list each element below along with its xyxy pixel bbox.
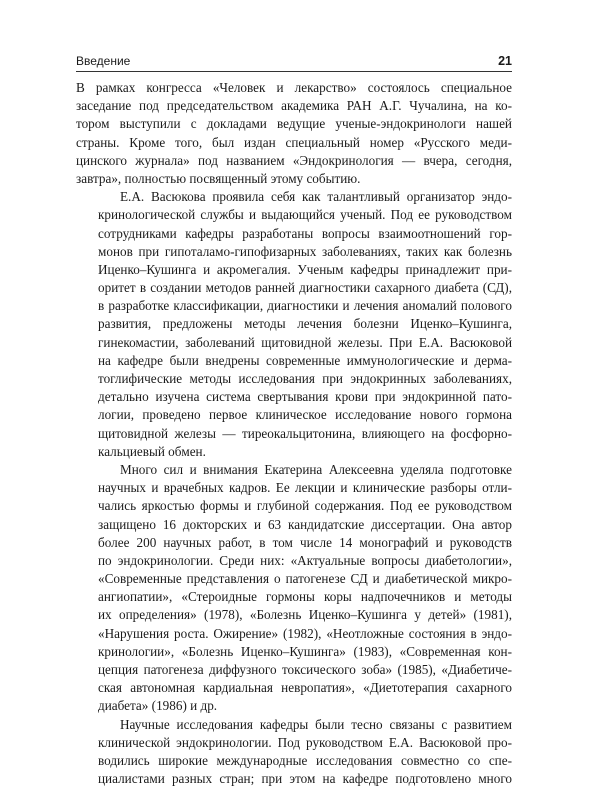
text-line: цинского журнала» под названием «Эндокринология — вчера, сегодня, (76, 152, 512, 168)
text-line: сотрудниками кафедры разработаны вопросы взаимоотношений гор- (98, 225, 512, 241)
text-line: щитовидной железы — тиреокальцитонина, влияющего на фосфорно- (98, 425, 512, 441)
running-header (76, 52, 512, 70)
paragraph (76, 461, 512, 716)
text-line: заседание под председательством академика РАН А.Г. Чучалина, на ко- (76, 98, 512, 114)
text-line: на кафедре были внедрены современные иммунологические и дерма- (98, 352, 512, 368)
text-line: ская автономная кардиальная невропатия», «Диетотерапия сахарного (98, 680, 512, 696)
text-line: защищено 16 докторских и 63 кандидатские диссертации. Она автор (98, 516, 512, 532)
text-line: тоглифические методы исследования при эндокринных заболеваниях, (98, 371, 512, 386)
text-line: более 200 научных работ, в том числе 14 монографий и руководств (98, 534, 512, 550)
text-line: завтра», полностью посвященный этому событию. (76, 170, 361, 186)
text-line: водились широкие международные исследования совместно со спе- (98, 752, 512, 768)
text-line: кринологии», «Болезнь Иценко–Кушинга» (1983), «Современная кон- (98, 643, 512, 659)
body-text (76, 79, 512, 788)
text-line: по эндокринологии. Среди них: «Актуальные вопросы диабетологии», (98, 552, 512, 568)
text-line: чались яркостью формы и глубиной содержания. Под ее руководством (98, 498, 512, 514)
text-line: в разработке классификации, диагностики и лечения аномалий полового (98, 298, 512, 314)
text-line: страны. Кроме того, был издан специальный номер «Русского меди- (76, 134, 512, 150)
text-line: В рамках конгресса «Человек и лекарство» состоялось специальное (76, 80, 512, 95)
page-number: 21 (498, 54, 512, 68)
text-line: гинекомастии, заболеваний щитовидной железы. При Е.А. Васюковой (98, 334, 512, 350)
text-line: Много сил и внимания Екатерина Алексеевна уделяла подготовке (120, 461, 512, 477)
paragraph (76, 188, 512, 461)
text-line: Е.А. Васюкова проявила себя как талантливый организатор эндо- (120, 189, 512, 205)
text-line: Научные исследования кафедры были тесно связаны с развитием (120, 716, 512, 732)
text-line: ангиопатии», «Стероидные гормоны коры надпочечников и методы (98, 589, 512, 605)
text-line: кринологической службы и выдающийся ученый. Под ее руководством (98, 207, 512, 223)
text-line: клинической эндокринологии. Под руководством Е.А. Васюковой про- (98, 734, 512, 750)
paragraph (76, 716, 512, 788)
text-line: тором выступили с докладами ведущие ученые-эндокринологи нашей (76, 116, 512, 132)
text-line: «Современные представления о патогенезе СД и диабетической микро- (98, 571, 512, 587)
text-line: оритет в создании методов ранней диагностики сахарного диабета (СД), (98, 280, 512, 296)
header-divider (76, 71, 512, 72)
text-line: логии, проведено первое клиническое исследование нового гормона (98, 407, 512, 423)
text-line: развития, предложены методы лечения болезни Иценко–Кушинга, (98, 316, 512, 332)
text-line: научных и врачебных кадров. Ее лекции и клинические разборы отли- (98, 480, 512, 496)
text-line: «Нарушения роста. Ожирение» (1982), «Неотложные состояния в эндо- (98, 625, 512, 641)
text-line: детально изучена система свертывания крови при эндокринной пато- (98, 389, 512, 405)
text-line: цепция патогенеза диффузного токсического зоба» (1985), «Диабетиче- (98, 662, 512, 677)
text-line: циалистами разных стран; при этом на кафедре подготовлено много (98, 771, 512, 787)
section-title: Введение (76, 54, 131, 68)
text-line: диабета» (1986) и др. (98, 698, 218, 714)
text-line: кальциевый обмен. (98, 443, 206, 459)
text-line: их определения» (1978), «Болезнь Иценко–Кушинга у детей» (1981), (98, 607, 512, 623)
text-line: монов при гипоталамо-гипофизарных заболеваниях, таких как болезнь (98, 243, 512, 259)
text-line: Иценко–Кушинга и акромегалия. Ученым кафедры принадлежит при- (98, 261, 512, 277)
paragraph (76, 79, 512, 188)
